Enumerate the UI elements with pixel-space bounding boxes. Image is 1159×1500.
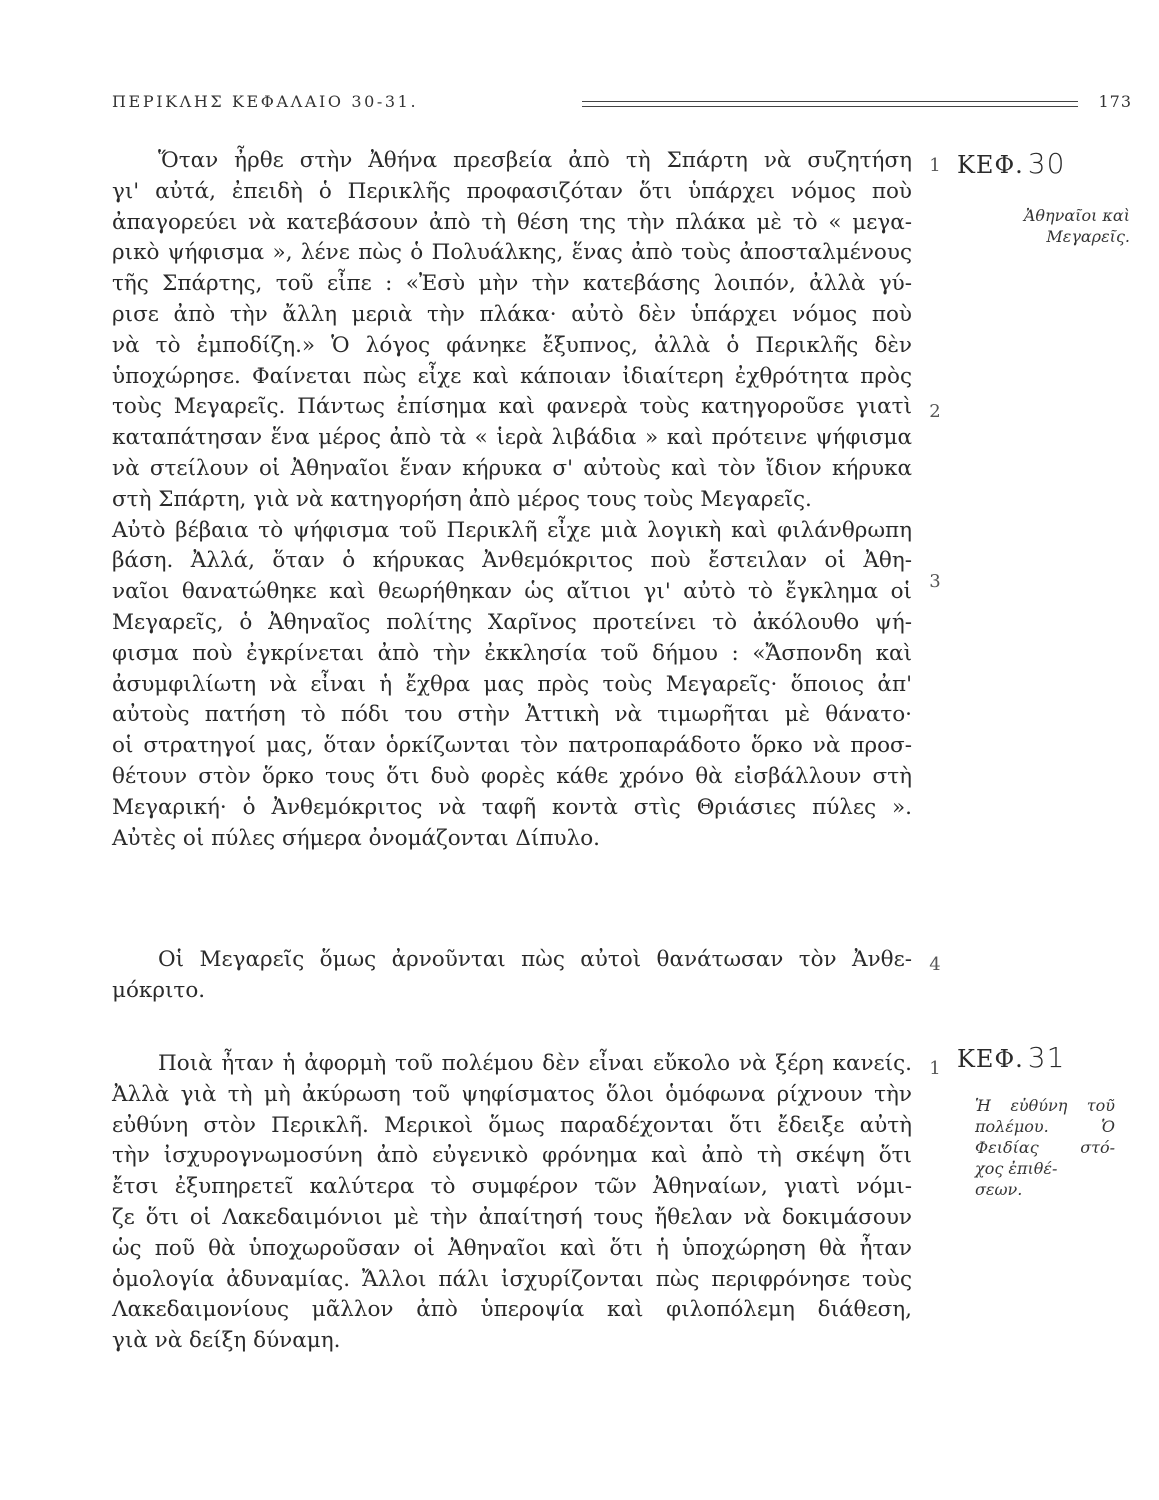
chapter-30-paragraph-2 <box>112 945 912 1007</box>
margin-note-line: Φειδίας στό- <box>975 1138 1115 1157</box>
margin-note-line: πολέμου. Ὁ <box>975 1117 1115 1136</box>
section-number: 1 <box>929 1058 941 1079</box>
running-title: ΠΕΡΙΚΛΗΣ ΚΕΦΑΛΑΙΟ 30-31. <box>112 92 419 111</box>
text-line: αὐτοὺς πατήση τὸ πόδι του στὴν Ἀττικὴ νὰ τιμωρῆται μὲ θάνατο· <box>112 702 912 728</box>
text-line: μόκριτο. <box>112 977 206 1003</box>
text-line: ρισε ἀπὸ τὴν ἄλλη μεριὰ τὴν πλάκα· αὐτὸ δὲν ὑπάρχει νόμος ποὺ <box>112 301 912 327</box>
section-number: 3 <box>929 571 941 592</box>
text-line: γιὰ νὰ δείξη δύναμη. <box>112 1328 341 1354</box>
running-header <box>112 92 1132 116</box>
text-line: στὴ Σπάρτη, γιὰ νὰ κατηγορήση ἀπὸ μέρος τους τοὺς Μεγαρεῖς. <box>112 486 812 512</box>
text-line: Αὐτὸ βέβαια τὸ ψήφισμα τοῦ Περικλῆ εἶχε μιὰ λογικὴ καὶ φιλάνθρωπη <box>112 517 912 543</box>
text-line: Ποιὰ ἦταν ἡ ἀφορμὴ τοῦ πολέμου δὲν εἶναι εὔκολο νὰ ξέρη κανείς. <box>158 1051 912 1076</box>
text-line: ρικὸ ψήφισμα », λένε πὼς ὁ Πολυάλκης, ἕνας ἀπὸ τοὺς ἀποσταλμένους <box>112 240 912 266</box>
text-line: τῆς Σπάρτης, τοῦ εἶπε : «Ἐσὺ μὴν τὴν κατεβάσης λοιπόν, ἀλλὰ γύ- <box>112 271 912 297</box>
text-line: τὴν ἰσχυρογνωμοσύνη ἀπὸ εὐγενικὸ φρόνημα καὶ ἀπὸ τὴ σκέψη ὅτι <box>112 1143 912 1169</box>
text-line: βάση. Ἀλλά, ὅταν ὁ κήρυκας Ἀνθεμόκριτος ποὺ ἔστειλαν οἱ Ἀθη- <box>112 548 912 574</box>
text-line: εὐθύνη στὸν Περικλῆ. Μερικοὶ ὅμως παραδέχονται ὅτι ἔδειξε αὐτὴ <box>112 1112 912 1138</box>
text-line: Οἱ Μεγαρεῖς ὅμως ἀρνοῦνται πὼς αὐτοὶ θανάτωσαν τὸν Ἀνθε- <box>158 947 912 972</box>
text-line: Λακεδαιμονίους μᾶλλον ἀπὸ ὑπεροψία καὶ φιλοπόλεμη διάθεση, <box>112 1297 912 1323</box>
text-line: ἀπαγορεύει νὰ κατεβάσουν ἀπὸ τὴ θέση της τὴν πλάκα μὲ τὸ « μεγα- <box>112 209 912 235</box>
text-line: ναῖοι θανατώθηκε καὶ θεωρήθηκαν ὡς αἴτιοι γι' αὐτὸ τὸ ἔγκλημα οἱ <box>112 579 912 605</box>
margin-note-line: Ἡ εὐθύνη τοῦ <box>975 1096 1115 1115</box>
text-line: θέτουν στὸν ὅρκο τους ὅτι δυὸ φορὲς κάθε χρόνο θὰ εἰσβάλλουν στὴ <box>112 763 912 789</box>
text-line: τοὺς Μεγαρεῖς. Πάντως ἐπίσημα καὶ φανερὰ τοὺς κατηγοροῦσε γιατὶ <box>112 394 912 420</box>
chapter-label: ΚΕΦ. <box>957 1045 1024 1073</box>
chapter-31-heading <box>957 1041 1065 1074</box>
chapter-30-margin-note <box>955 205 1130 247</box>
chapter-30-heading <box>957 147 1065 180</box>
text-line: οἱ στρατηγοί μας, ὅταν ὁρκίζωνται τὸν πατροπαράδοτο ὅρκο νὰ προσ- <box>112 733 912 759</box>
page-number: 173 <box>1098 92 1132 111</box>
text-line: ἀσυμφιλίωτη νὰ εἶναι ἡ ἔχθρα μας πρὸς τοὺς Μεγαρεῖς· ὅποιος ἀπ' <box>112 671 912 697</box>
section-number: 2 <box>929 401 941 422</box>
text-line: ὑποχώρησε. Φαίνεται πὼς εἶχε καὶ κάποιαν ἰδιαίτερη ἐχθρότητα πρὸς <box>112 363 912 389</box>
text-line: Μεγαρική· ὁ Ἀνθεμόκριτος νὰ ταφῆ κοντὰ στὶς Θριάσιες πύλες ». <box>112 794 912 820</box>
text-line: Αὐτὲς οἱ πύλες σήμερα ὀνομάζονται Δίπυλο. <box>112 825 600 851</box>
text-line: ὁμολογία ἀδυναμίας. Ἄλλοι πάλι ἰσχυρίζονται πὼς περιφρόνησε τοὺς <box>112 1266 912 1292</box>
header-rule <box>582 101 1078 107</box>
section-number: 1 <box>929 155 941 176</box>
text-line: νὰ στείλουν οἱ Ἀθηναῖοι ἕναν κήρυκα σ' αὐτοὺς καὶ τὸν ἴδιον κήρυκα <box>112 455 912 481</box>
text-line: καταπάτησαν ἕνα μέρος ἀπὸ τὰ « ἱερὰ λιβάδια » καὶ πρότεινε ψήφισμα <box>112 425 912 451</box>
chapter-31-paragraph-1 <box>112 1049 912 1357</box>
margin-note-line: Ἀθηναῖοι καὶ <box>1023 206 1130 225</box>
text-line: ὡς ποῦ θὰ ὑποχωροῦσαν οἱ Ἀθηναῖοι καὶ ὅτι ἡ ὑποχώρηση θὰ ἦταν <box>112 1235 912 1261</box>
text-line: φισμα ποὺ ἐγκρίνεται ἀπὸ τὴν ἐκκλησία τοῦ δήμου : «Ἄσπονδη καὶ <box>112 640 912 666</box>
text-line: Ἀλλὰ γιὰ τὴ μὴ ἀκύρωση τοῦ ψηφίσματος ὅλοι ὁμόφωνα ρίχνουν τὴν <box>112 1081 912 1107</box>
chapter-number: 31 <box>1027 1041 1066 1074</box>
chapter-30-paragraph-1 <box>112 146 912 854</box>
text-line: Μεγαρεῖς, ὁ Ἀθηναῖος πολίτης Χαρῖνος προτείνει τὸ ἀκόλουθο ψή- <box>112 609 912 635</box>
margin-note-line: Μεγαρεῖς. <box>1046 227 1130 246</box>
text-line: Ὅταν ἦρθε στὴν Ἀθήνα πρεσβεία ἀπὸ τὴ Σπάρτη νὰ συζητήση <box>158 148 912 173</box>
margin-note-line: σεων. <box>975 1180 1023 1199</box>
chapter-31-margin-note <box>975 1095 1115 1200</box>
text-line: γι' αὐτά, ἐπειδὴ ὁ Περικλῆς προφασιζόταν ὅτι ὑπάρχει νόμος ποὺ <box>112 178 912 204</box>
text-line: ἔτσι ἐξυπηρετεῖ καλύτερα τὸ συμφέρον τῶν Ἀθηναίων, γιατὶ νόμι- <box>112 1174 912 1200</box>
section-number: 4 <box>929 954 941 975</box>
text-line: ζε ὅτι οἱ Λακεδαιμόνιοι μὲ τὴν ἀπαίτησή τους ἤθελαν νὰ δοκιμάσουν <box>112 1204 912 1230</box>
margin-note-line: χος ἐπιθέ- <box>975 1159 1058 1178</box>
chapter-label: ΚΕΦ. <box>957 151 1024 179</box>
chapter-number: 30 <box>1027 147 1066 180</box>
text-line: νὰ τὸ ἐμποδίζη.» Ὁ λόγος φάνηκε ἔξυπνος, ἀλλὰ ὁ Περικλῆς δὲν <box>112 332 912 358</box>
